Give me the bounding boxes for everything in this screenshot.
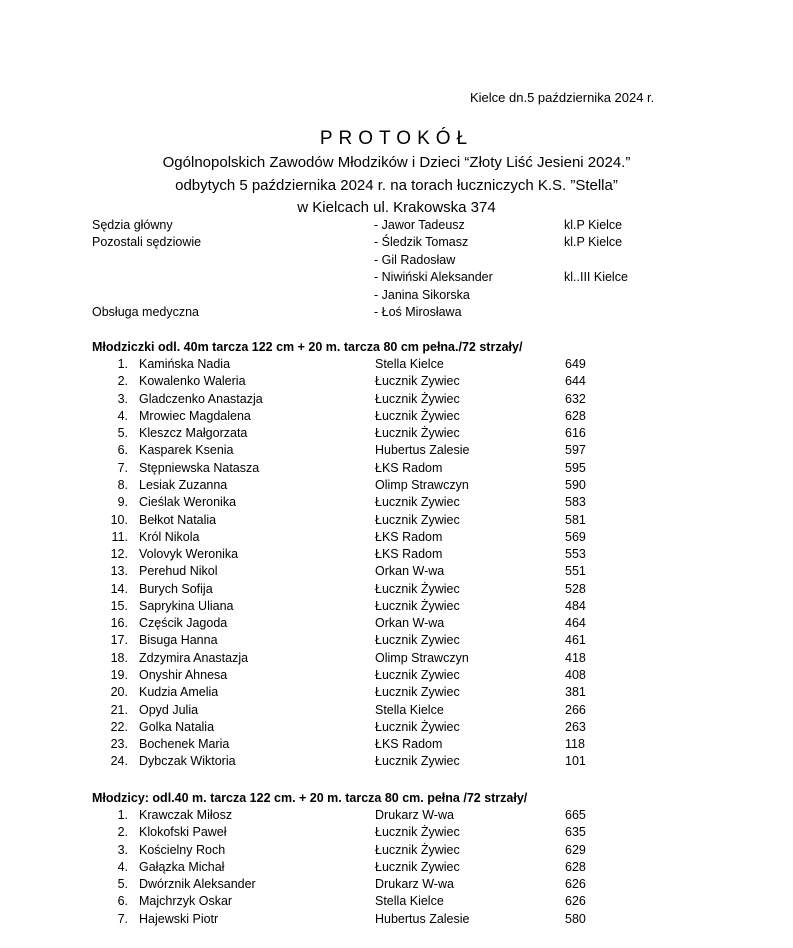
result-rank: 9. — [117, 495, 128, 510]
club-name: Hubertus Zalesie — [375, 911, 470, 926]
result-row — [0, 824, 793, 841]
official-row — [0, 269, 793, 286]
result-row — [0, 667, 793, 684]
result-row — [0, 512, 793, 529]
official-name: - Jawor Tadeusz — [374, 218, 465, 232]
result-rank: 17. — [110, 633, 128, 648]
score-value: 553 — [565, 547, 586, 562]
result-row — [0, 477, 793, 494]
result-rank: 7. — [117, 460, 128, 475]
result-row — [0, 391, 793, 408]
athlete-name: Kudzia Amelia — [139, 685, 219, 700]
score-value: 551 — [565, 564, 586, 579]
club-name: Łucznik Żywiec — [375, 825, 460, 840]
result-row — [0, 842, 793, 859]
athlete-name: Bochenek Maria — [139, 737, 230, 752]
result-row — [0, 753, 793, 770]
official-name: - Gil Radosław — [374, 252, 456, 267]
official-row — [0, 234, 793, 251]
athlete-name: Hajewski Piotr — [139, 911, 219, 926]
subtitle-line-3: w Kielcach ul. Krakowska 374 — [297, 199, 496, 216]
club-name: Łucznik Żywiec — [375, 391, 460, 406]
club-name: Stella Kielce — [375, 894, 444, 909]
score-value: 528 — [565, 581, 586, 596]
result-rank: 3. — [117, 391, 128, 406]
result-row — [0, 911, 793, 928]
score-value: 101 — [565, 754, 586, 769]
athlete-name: Częścik Jagoda — [139, 616, 228, 631]
athlete-name: Dybczak Wiktoria — [139, 754, 236, 769]
result-rank: 20. — [110, 685, 128, 700]
club-name: Orkan W-wa — [375, 564, 445, 579]
athlete-name: Kościelny Roch — [139, 842, 226, 857]
result-rank: 13. — [110, 564, 128, 579]
score-value: 581 — [565, 512, 586, 527]
athlete-name: Kowalenko Waleria — [139, 374, 246, 389]
score-value: 626 — [565, 877, 586, 892]
result-rank: 1. — [117, 357, 128, 371]
club-name: Olimp Strawczyn — [375, 477, 469, 492]
subtitle-line-2: odbytych 5 października 2024 r. na torach łuczniczych K.S. ”Stella” — [175, 177, 618, 194]
result-row — [0, 529, 793, 546]
result-rank: 2. — [117, 825, 128, 840]
official-name: - Niwiński Aleksander — [374, 270, 493, 285]
date-line: Kielce dn.5 października 2024 r. — [470, 90, 655, 105]
result-rank: 22. — [110, 719, 128, 734]
club-name: Łucznik Zywiec — [375, 859, 460, 874]
official-role: Obsługa medyczna — [92, 305, 200, 319]
athlete-name: Opyd Julia — [139, 702, 199, 717]
result-rank: 3. — [117, 842, 128, 857]
official-row — [0, 304, 793, 321]
result-rank: 18. — [110, 650, 128, 665]
athlete-name: Stępniewska Natasza — [139, 460, 260, 475]
club-name: Stella Kielce — [375, 357, 444, 371]
athlete-name: Klokofski Paweł — [139, 825, 227, 840]
result-rank: 8. — [117, 477, 128, 492]
club-name: Łucznik Żywiec — [375, 581, 460, 596]
result-row — [0, 650, 793, 667]
athlete-name: Kleszcz Małgorzata — [139, 426, 248, 441]
athlete-name: Mrowiec Magdalena — [139, 408, 251, 423]
score-value: 263 — [565, 719, 586, 734]
club-name: Olimp Strawczyn — [375, 650, 469, 665]
official-class: kl.P Kielce — [564, 235, 623, 250]
athlete-name: Perehud Nikol — [139, 564, 218, 579]
result-rank: 21. — [110, 702, 128, 717]
result-rank: 10. — [110, 512, 128, 527]
result-row — [0, 859, 793, 876]
club-name: Łucznik Zywiec — [375, 495, 460, 510]
result-row — [0, 893, 793, 910]
club-name: ŁKS Radom — [375, 547, 443, 562]
result-row — [0, 546, 793, 563]
club-name: Stella Kielce — [375, 702, 444, 717]
athlete-name: Burych Sofija — [139, 581, 213, 596]
score-value: 628 — [565, 859, 586, 874]
page-title: PROTOKÓŁ — [319, 128, 474, 149]
score-value: 632 — [565, 391, 586, 406]
result-row — [0, 807, 793, 824]
official-row — [0, 287, 793, 304]
result-row — [0, 442, 793, 459]
result-rank: 11. — [111, 529, 128, 544]
score-value: 629 — [565, 842, 586, 857]
official-role: Sędzia główny — [92, 218, 173, 232]
score-value: 381 — [565, 685, 586, 700]
club-name: Łucznik Zywiec — [375, 633, 460, 648]
result-row — [0, 684, 793, 701]
score-value: 644 — [565, 374, 586, 389]
section-heading: Młodziczki odl. 40m tarcza 122 cm + 20 m. tarcza 80 cm pełna./72 strzały/ — [92, 340, 523, 354]
result-rank: 2. — [117, 374, 128, 389]
club-name: Łucznik Zywiec — [375, 512, 460, 527]
club-name: Łucznik Zywiec — [375, 685, 460, 700]
club-name: Łucznik Zywiec — [375, 668, 460, 683]
result-row — [0, 702, 793, 719]
athlete-name: Bisuga Hanna — [139, 633, 218, 648]
result-row — [0, 736, 793, 753]
club-name: Drukarz W-wa — [375, 808, 454, 822]
club-name: Drukarz W-wa — [375, 877, 454, 892]
official-class: kl.P Kielce — [564, 218, 623, 232]
section-heading: Młodzicy: odl.40 m. tarcza 122 cm. + 20 m. tarcza 80 cm. pełna /72 strzały/ — [92, 791, 528, 805]
score-value: 583 — [565, 495, 586, 510]
result-rank: 6. — [117, 894, 128, 909]
score-value: 118 — [565, 737, 585, 752]
athlete-name: Dwórznik Aleksander — [139, 877, 256, 892]
score-value: 266 — [565, 702, 586, 717]
athlete-name: Majchrzyk Oskar — [139, 894, 233, 909]
club-name: Łucznik Żywiec — [375, 426, 460, 441]
athlete-name: Kasparek Ksenia — [139, 443, 234, 458]
athlete-name: Zdzymira Anastazja — [139, 650, 249, 665]
result-row — [0, 598, 793, 615]
club-name: Hubertus Zalesie — [375, 443, 470, 458]
athlete-name: Gladczenko Anastazja — [139, 391, 263, 406]
club-name: ŁKS Radom — [375, 737, 443, 752]
result-rank: 5. — [117, 877, 128, 892]
result-rank: 15. — [110, 598, 128, 613]
result-rank: 16. — [110, 616, 128, 631]
result-row — [0, 876, 793, 893]
club-name: ŁKS Radom — [375, 460, 443, 475]
score-value: 464 — [565, 616, 586, 631]
score-value: 408 — [565, 668, 586, 683]
result-rank: 4. — [117, 859, 128, 874]
club-name: Łucznik Żywiec — [375, 598, 460, 613]
athlete-name: Kamińska Nadia — [139, 357, 231, 371]
athlete-name: Król Nikola — [139, 529, 200, 544]
official-class: kl..III Kielce — [564, 270, 628, 285]
result-row — [0, 356, 793, 373]
club-name: Orkan W-wa — [375, 616, 445, 631]
score-value: 597 — [565, 443, 586, 458]
result-rank: 6. — [117, 443, 128, 458]
score-value: 626 — [565, 894, 586, 909]
result-rank: 1. — [117, 808, 128, 822]
athlete-name: Lesiak Zuzanna — [139, 477, 228, 492]
result-rank: 7. — [117, 911, 128, 926]
athlete-name: Gałązka Michał — [139, 859, 225, 874]
score-value: 665 — [565, 808, 586, 822]
score-value: 628 — [565, 408, 586, 423]
result-row — [0, 581, 793, 598]
athlete-name: Bełkot Natalia — [139, 512, 217, 527]
athlete-name: Onyshir Ahnesa — [139, 668, 228, 683]
athlete-name: Cieślak Weronika — [139, 495, 237, 510]
result-rank: 4. — [117, 408, 128, 423]
score-value: 616 — [565, 426, 586, 441]
result-rank: 14. — [110, 581, 128, 596]
club-name: ŁKS Radom — [375, 529, 443, 544]
official-role: Pozostali sędziowie — [92, 235, 202, 250]
athlete-name: Volovyk Weronika — [139, 547, 239, 562]
score-value: 595 — [565, 460, 586, 475]
athlete-name: Golka Natalia — [139, 719, 215, 734]
result-row — [0, 460, 793, 477]
result-rank: 12. — [110, 547, 128, 562]
club-name: Łucznik Żywiec — [375, 408, 460, 423]
result-rank: 24. — [110, 754, 128, 769]
result-row — [0, 425, 793, 442]
score-value: 569 — [565, 529, 586, 544]
score-value: 418 — [565, 650, 586, 665]
subtitle-line-1: Ogólnopolskich Zawodów Młodzików i Dzieci “Złoty Liść Jesieni 2024.” — [162, 154, 631, 171]
official-name: - Śledzik Tomasz — [374, 235, 469, 250]
club-name: Łucznik Żywiec — [375, 719, 460, 734]
result-rank: 19. — [110, 668, 128, 683]
result-row — [0, 373, 793, 390]
score-value: 590 — [565, 477, 586, 492]
score-value: 635 — [565, 825, 586, 840]
club-name: Łucznik Zywiec — [375, 374, 460, 389]
result-rank: 23. — [110, 737, 128, 752]
official-row — [0, 217, 793, 234]
result-row — [0, 408, 793, 425]
athlete-name: Krawczak Miłosz — [139, 808, 233, 822]
official-name: - Janina Sikorska — [374, 287, 470, 302]
score-value: 461 — [565, 633, 586, 648]
official-row — [0, 252, 793, 269]
score-value: 580 — [565, 911, 586, 926]
result-row — [0, 563, 793, 580]
club-name: Łucznik Żywiec — [375, 842, 460, 857]
club-name: Łucznik Zywiec — [375, 754, 460, 769]
official-name: - Łoś Mirosława — [374, 305, 462, 319]
score-value: 649 — [565, 357, 586, 371]
score-value: 484 — [565, 598, 586, 613]
result-row — [0, 494, 793, 511]
result-row — [0, 719, 793, 736]
result-row — [0, 632, 793, 649]
result-row — [0, 615, 793, 632]
athlete-name: Saprykina Uliana — [139, 598, 234, 613]
result-rank: 5. — [117, 426, 128, 441]
